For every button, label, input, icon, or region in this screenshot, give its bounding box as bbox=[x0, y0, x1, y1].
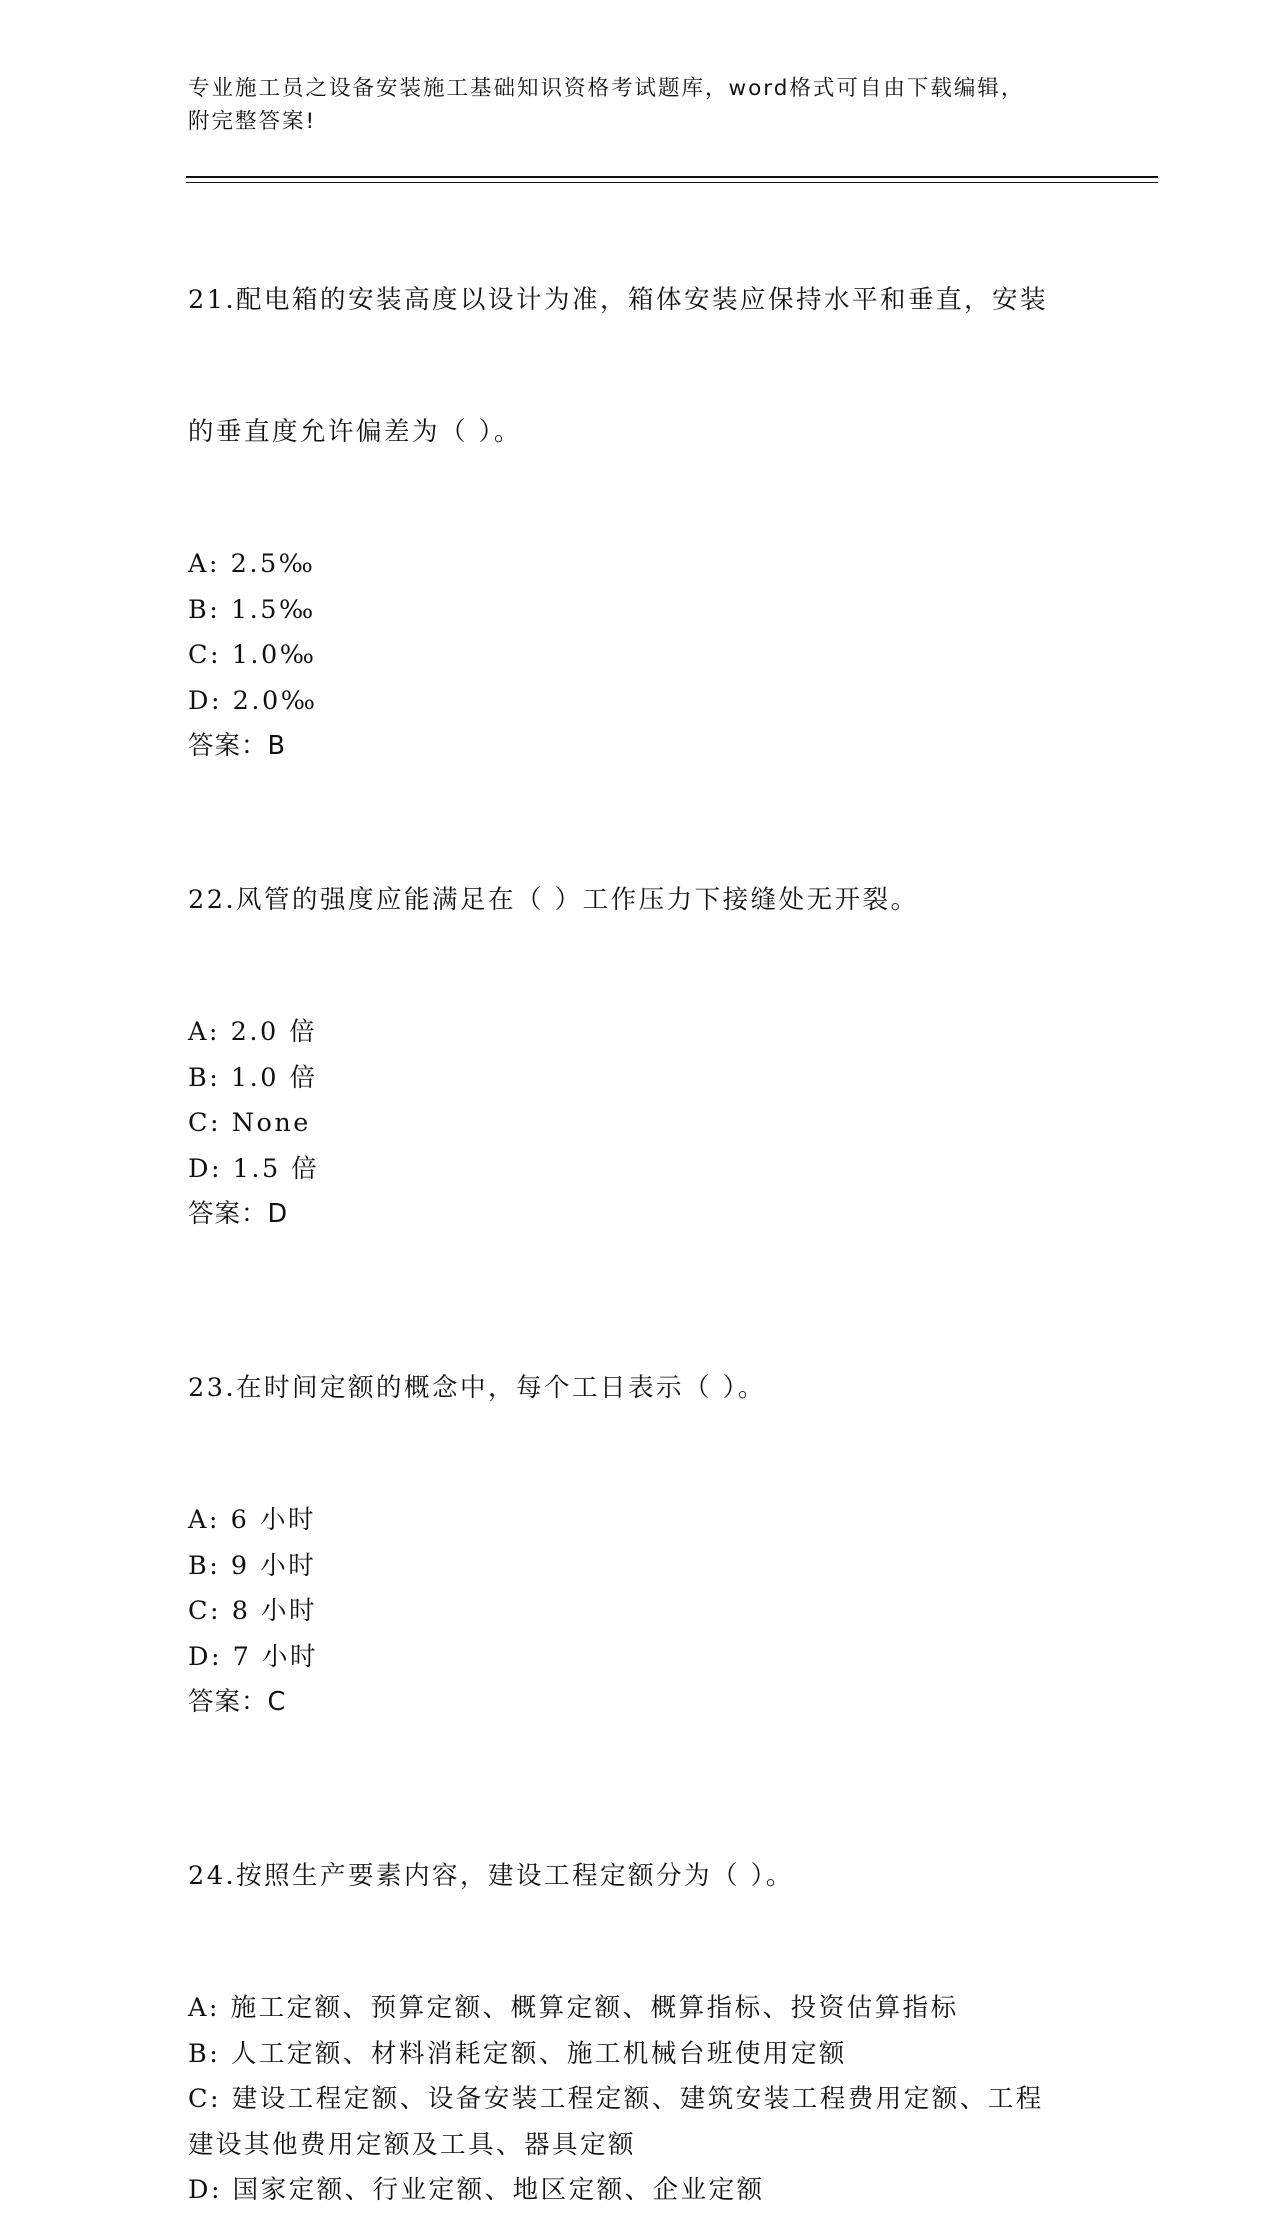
option-b: B: 9 小时 bbox=[188, 1550, 317, 1581]
question-stem bbox=[188, 1766, 1168, 1986]
header-divider-thin bbox=[186, 182, 1158, 183]
question-list bbox=[188, 190, 1168, 2234]
answer-line: 答案：D bbox=[188, 1199, 289, 1229]
option-d: D: 2.0‰ bbox=[188, 685, 318, 716]
option-b: B: 人工定额、材料消耗定额、施工机械台班使用定额 bbox=[188, 2038, 847, 2069]
answer-line: 答案：B bbox=[188, 731, 286, 761]
question-21 bbox=[188, 190, 1168, 768]
question-stem-line: 21.配电箱的安装高度以设计为准，箱体安装应保持水平和垂直，安装 bbox=[188, 285, 1049, 315]
option-d: D: 7 小时 bbox=[188, 1641, 318, 1672]
option-c-continued: 建设其他费用定额及工具、器具定额 bbox=[188, 2129, 637, 2160]
header-line-1: 专业施工员之设备安装施工基础知识资格考试题库，word格式可自由下载编辑， bbox=[188, 76, 1025, 101]
option-a: A: 2.5‰ bbox=[188, 549, 316, 579]
option-d: D: 1.5 倍 bbox=[188, 1153, 320, 1184]
option-c: C: 建设工程定额、设备安装工程定额、建筑安装工程费用定额、工程 bbox=[188, 2084, 1044, 2114]
header-divider-thick bbox=[186, 176, 1158, 178]
question-stem-line: 的垂直度允许偏差为（ ）。 bbox=[188, 417, 522, 447]
question-stem-line: 23.在时间定额的概念中，每个工日表示（ ）。 bbox=[188, 1373, 766, 1403]
option-b: B: 1.5‰ bbox=[188, 594, 316, 625]
question-22 bbox=[188, 790, 1168, 1236]
option-a: A: 6 小时 bbox=[188, 1505, 316, 1535]
question-23 bbox=[188, 1278, 1168, 1724]
option-c: C: 1.0‰ bbox=[188, 640, 317, 670]
question-24 bbox=[188, 1766, 1168, 2214]
document-header bbox=[188, 72, 1088, 138]
question-stem-line: 22.风管的强度应能满足在（ ）工作压力下接缝处无开裂。 bbox=[188, 885, 919, 915]
question-stem bbox=[188, 1278, 1168, 1498]
question-stem bbox=[188, 790, 1168, 1010]
option-b: B: 1.0 倍 bbox=[188, 1062, 318, 1093]
option-a: A: 2.0 倍 bbox=[188, 1017, 318, 1047]
option-d: D: 国家定额、行业定额、地区定额、企业定额 bbox=[188, 2175, 765, 2205]
option-c: C: 8 小时 bbox=[188, 1596, 318, 1626]
answer-line: 答案：C bbox=[188, 1687, 287, 1717]
question-stem bbox=[188, 190, 1168, 542]
header-line-2: 附完整答案! bbox=[188, 109, 317, 134]
option-c: C: None bbox=[188, 1108, 311, 1138]
question-stem-line: 24.按照生产要素内容，建设工程定额分为（ ）。 bbox=[188, 1861, 794, 1891]
option-a: A: 施工定额、预算定额、概算定额、概算指标、投资估算指标 bbox=[188, 1993, 959, 2023]
